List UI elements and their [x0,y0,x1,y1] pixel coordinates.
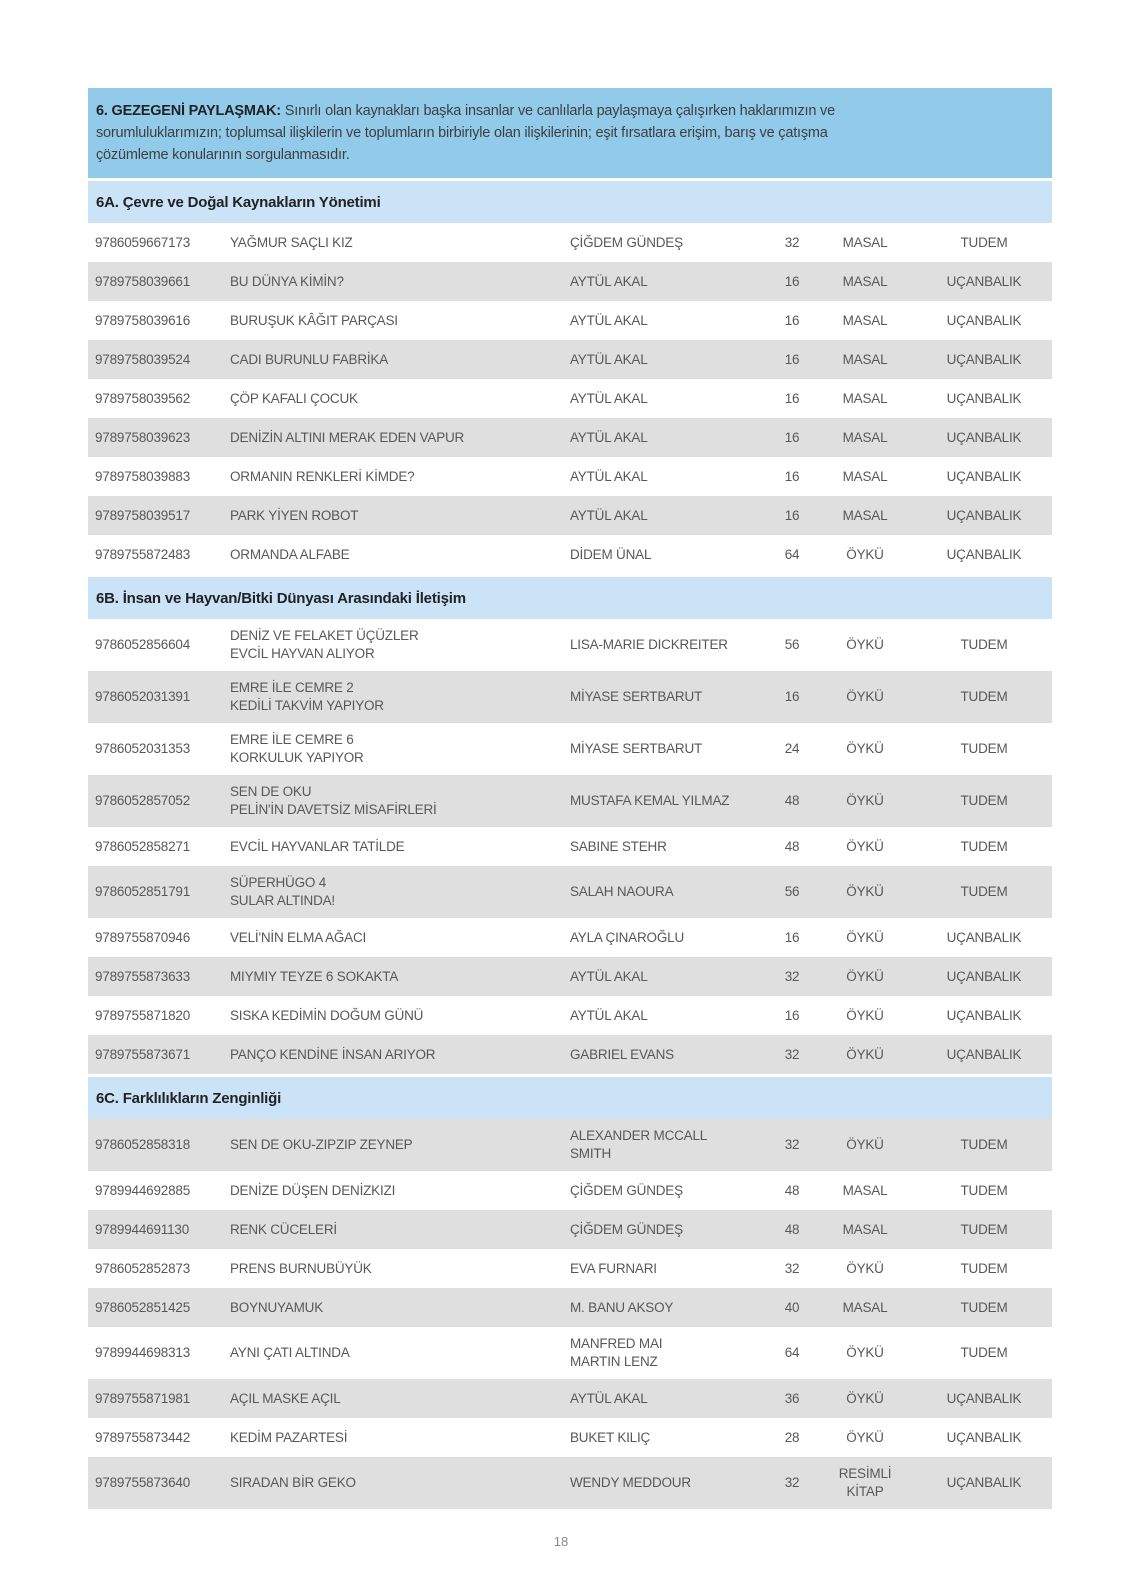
book-section [88,577,1052,1074]
cell-title: DENİZİN ALTINI MERAK EDEN VAPUR [230,429,465,445]
cell-isbn: 9789755870946 [95,929,191,945]
cell-publisher: TUDEM [960,1137,1008,1152]
cell-author: AYTÜL AKAL [570,507,648,523]
cell-title: YAĞMUR SAÇLI KIZ [230,234,353,250]
cell-title: PARK YİYEN ROBOT [230,507,359,523]
table-row [88,1171,1052,1210]
cell-pages: 36 [784,1390,800,1406]
cell-pages: 40 [784,1299,800,1315]
table-row [88,996,1052,1035]
cell-genre: ÖYKÜ [846,1260,884,1276]
cell-title: ÇÖP KAFALI ÇOCUK [230,390,358,406]
table-row [88,1210,1052,1249]
cell-isbn: 9786052858318 [95,1137,191,1152]
section-rows [88,619,1052,1074]
cell-publisher: UÇANBALIK [946,1429,1022,1445]
theme-header [88,88,1052,178]
cell-publisher: UÇANBALIK [946,1475,1022,1490]
cell-publisher: UÇANBALIK [946,429,1022,445]
cell-isbn: 9789755872483 [95,546,191,562]
section-heading: 6A. Çevre ve Doğal Kaynakların Yönetimi [88,181,1052,223]
cell-genre: ÖYKÜ [846,1429,884,1445]
cell-isbn: 9786052031391 [95,689,191,704]
cell-publisher: UÇANBALIK [946,273,1022,289]
cell-genre: ÖYKÜ [846,689,884,704]
cell-author: AYTÜL AKAL [570,1390,648,1406]
cell-title: CADI BURUNLU FABRİKA [230,351,389,367]
cell-publisher: UÇANBALIK [946,546,1022,562]
cell-title: SISKA KEDİMİN DOĞUM GÜNÜ [230,1007,424,1023]
cell-genre: ÖYKÜ [846,1390,884,1406]
table-row [88,1379,1052,1418]
table-row [88,1327,1052,1379]
cell-pages: 32 [784,1475,800,1490]
cell-genre: MASAL [842,507,888,523]
cell-publisher: TUDEM [960,1260,1008,1276]
section-rows [88,223,1052,574]
cell-author: AYTÜL AKAL [570,312,648,328]
cell-pages: 16 [784,689,800,704]
cell-isbn: 9789944692885 [95,1182,191,1198]
cell-genre: ÖYKÜ [846,1046,884,1062]
cell-isbn: 9786052031353 [95,741,191,756]
catalog-content [88,88,1052,1509]
cell-title: ORMANIN RENKLERİ KİMDE? [230,468,415,484]
theme-title: 6. GEZEGENİ PAYLAŞMAK: [96,103,281,119]
cell-author: ÇİĞDEM GÜNDEŞ [570,1221,683,1237]
cell-isbn: 9789944691130 [95,1221,190,1237]
table-row [88,866,1052,918]
cell-genre: MASAL [842,351,888,367]
table-row [88,723,1052,775]
cell-title: BU DÜNYA KİMİN? [230,273,344,289]
section-rows [88,1119,1052,1509]
table-row [88,918,1052,957]
cell-author: WENDY MEDDOUR [570,1475,691,1490]
cell-genre: MASAL [842,1182,888,1198]
cell-publisher: TUDEM [960,741,1008,756]
cell-pages: 24 [784,741,800,756]
cell-pages: 16 [784,507,800,523]
cell-publisher: TUDEM [960,1345,1008,1360]
cell-pages: 48 [784,838,800,854]
table-row [88,535,1052,574]
cell-pages: 16 [784,390,800,406]
cell-title: RENK CÜCELERİ [230,1221,337,1237]
cell-pages: 48 [784,793,800,808]
cell-publisher: UÇANBALIK [946,929,1022,945]
table-row [88,496,1052,535]
table-row [88,957,1052,996]
cell-genre: ÖYKÜ [846,1345,884,1360]
cell-pages: 16 [784,1007,800,1023]
cell-author: MANFRED MAI MARTIN LENZ [570,1336,663,1369]
cell-genre: MASAL [842,312,888,328]
cell-author: AYTÜL AKAL [570,351,648,367]
cell-author: M. BANU AKSOY [570,1299,674,1315]
page-number: 18 [553,1534,569,1549]
cell-title: MIYMIY TEYZE 6 SOKAKTA [230,968,399,984]
cell-pages: 32 [784,234,800,250]
cell-genre: ÖYKÜ [846,1007,884,1023]
table-row [88,1288,1052,1327]
table-row [88,827,1052,866]
table-row [88,1457,1052,1509]
cell-genre: ÖYKÜ [846,968,884,984]
sections-container [88,181,1052,1509]
cell-isbn: 9789755873640 [95,1475,191,1490]
cell-isbn: 9789755871820 [95,1007,191,1023]
cell-isbn: 9789758039524 [95,351,191,367]
cell-author: AYTÜL AKAL [570,1007,648,1023]
table-row [88,418,1052,457]
cell-author: AYLA ÇINAROĞLU [570,929,684,945]
table-row [88,1249,1052,1288]
cell-author: SALAH NAOURA [570,884,674,899]
cell-author: ALEXANDER MCCALL SMITH [570,1128,708,1161]
cell-isbn: 9786052858271 [95,838,191,854]
cell-title: VELİ'NİN ELMA AĞACI [230,929,367,945]
cell-author: AYTÜL AKAL [570,468,648,484]
cell-title: EMRE İLE CEMRE 6 KORKULUK YAPIYOR [230,732,364,765]
table-row [88,223,1052,262]
table-row [88,1418,1052,1457]
table-row [88,1035,1052,1074]
cell-pages: 64 [784,546,800,562]
table-row [88,379,1052,418]
cell-publisher: TUDEM [960,1182,1008,1198]
cell-title: SIRADAN BİR GEKO [230,1475,356,1490]
cell-pages: 32 [784,1046,800,1062]
cell-isbn: 9786059667173 [95,234,191,250]
cell-title: KEDİM PAZARTESİ [230,1429,348,1445]
cell-author: GABRIEL EVANS [570,1046,674,1062]
cell-publisher: TUDEM [960,838,1008,854]
theme-paragraph [96,100,1040,166]
cell-publisher: TUDEM [960,1221,1008,1237]
cell-pages: 16 [784,273,800,289]
cell-author: MUSTAFA KEMAL YILMAZ [570,793,730,808]
cell-title: PANÇO KENDİNE İNSAN ARIYOR [230,1046,436,1062]
cell-genre: ÖYKÜ [846,838,884,854]
cell-genre: ÖYKÜ [846,637,884,652]
cell-isbn: 9786052851425 [95,1299,191,1315]
cell-genre: ÖYKÜ [846,929,884,945]
cell-isbn: 9789758039883 [95,468,191,484]
cell-isbn: 9789758039562 [95,390,191,406]
cell-publisher: TUDEM [960,884,1008,899]
cell-pages: 64 [784,1345,800,1360]
cell-isbn: 9789755873671 [95,1046,191,1062]
cell-pages: 16 [784,929,800,945]
cell-publisher: UÇANBALIK [946,312,1022,328]
cell-title: AYNI ÇATI ALTINDA [230,1345,350,1360]
section-heading: 6B. İnsan ve Hayvan/Bitki Dünyası Arasındaki İletişim [88,577,1052,619]
cell-genre: ÖYKÜ [846,546,884,562]
cell-pages: 16 [784,312,800,328]
cell-genre: MASAL [842,429,888,445]
table-row [88,301,1052,340]
table-row [88,619,1052,671]
cell-genre: ÖYKÜ [846,884,884,899]
book-section [88,181,1052,574]
cell-author: MİYASE SERTBARUT [570,689,703,704]
cell-publisher: UÇANBALIK [946,1046,1022,1062]
cell-author: EVA FURNARI [570,1260,657,1276]
cell-isbn: 9789758039517 [95,507,191,523]
cell-publisher: UÇANBALIK [946,468,1022,484]
cell-publisher: TUDEM [960,234,1008,250]
cell-publisher: UÇANBALIK [946,507,1022,523]
cell-pages: 48 [784,1221,800,1237]
cell-publisher: TUDEM [960,793,1008,808]
cell-isbn: 9789758039623 [95,429,191,445]
cell-title: BOYNUYAMUK [230,1299,324,1315]
cell-genre: ÖYKÜ [846,793,884,808]
cell-genre: MASAL [842,1299,888,1315]
section-heading: 6C. Farklılıkların Zenginliği [88,1077,1052,1119]
cell-isbn: 9789758039661 [95,273,191,289]
cell-author: MİYASE SERTBARUT [570,741,703,756]
cell-publisher: TUDEM [960,689,1008,704]
cell-genre: MASAL [842,1221,888,1237]
cell-genre: ÖYKÜ [846,741,884,756]
cell-pages: 56 [784,637,800,652]
book-section [88,1077,1052,1509]
cell-isbn: 9789755873442 [95,1429,191,1445]
table-row [88,1119,1052,1171]
cell-author: SABINE STEHR [570,838,667,854]
cell-isbn: 9789944698313 [95,1345,191,1360]
cell-title: PRENS BURNUBÜYÜK [230,1260,372,1276]
cell-publisher: UÇANBALIK [946,390,1022,406]
cell-pages: 16 [784,429,800,445]
table-row [88,671,1052,723]
cell-isbn: 9789755871981 [95,1390,191,1406]
table-row [88,340,1052,379]
table-row [88,262,1052,301]
cell-author: AYTÜL AKAL [570,390,648,406]
cell-genre: MASAL [842,468,888,484]
cell-pages: 32 [784,1137,800,1152]
cell-author: LISA-MARIE DICKREITER [570,637,728,652]
cell-publisher: TUDEM [960,1299,1008,1315]
cell-genre: RESİMLİ KİTAP [838,1466,892,1499]
cell-pages: 28 [784,1429,800,1445]
cell-pages: 56 [784,884,800,899]
cell-title: SEN DE OKU-ZIPZIP ZEYNEP [230,1137,413,1152]
theme-description: Sınırlı olan kaynakları başka insanlar ve canlılarla paylaşmaya çalışırken haklarımızın ve sorumluluklarımızın; toplumsal ilişkilerin ve toplumların birbiriyle olan ilişkilerinin; eşit fırsatlara erişim, barış ve çatışma çözümleme konularının sorgulanmasıdır. [96,103,835,163]
cell-isbn: 9786052856604 [95,637,191,652]
cell-author: BUKET KILIÇ [570,1429,651,1445]
cell-author: ÇİĞDEM GÜNDEŞ [570,1182,683,1198]
cell-title: EVCİL HAYVANLAR TATİLDE [230,838,405,854]
cell-title: ORMANDA ALFABE [230,546,350,562]
cell-isbn: 9786052852873 [95,1260,191,1276]
cell-pages: 32 [784,968,800,984]
cell-genre: MASAL [842,273,888,289]
cell-author: DİDEM ÜNAL [570,546,652,562]
cell-title: AÇIL MASKE AÇIL [230,1390,341,1406]
cell-author: AYTÜL AKAL [570,429,648,445]
cell-pages: 16 [784,468,800,484]
cell-pages: 16 [784,351,800,367]
cell-publisher: UÇANBALIK [946,1007,1022,1023]
cell-author: ÇİĞDEM GÜNDEŞ [570,234,683,250]
cell-title: BURUŞUK KÂĞIT PARÇASI [230,312,398,328]
cell-genre: MASAL [842,390,888,406]
cell-title: SÜPERHÜGO 4 SULAR ALTINDA! [230,875,335,908]
cell-isbn: 9789755873633 [95,968,191,984]
cell-publisher: UÇANBALIK [946,968,1022,984]
cell-title: SEN DE OKU PELİN'İN DAVETSİZ MİSAFİRLERİ [230,784,437,817]
cell-title: DENİZE DÜŞEN DENİZKIZI [230,1182,396,1198]
cell-isbn: 9789758039616 [95,312,191,328]
cell-isbn: 9786052857052 [95,793,191,808]
cell-publisher: UÇANBALIK [946,351,1022,367]
cell-author: AYTÜL AKAL [570,968,648,984]
table-row [88,457,1052,496]
cell-publisher: UÇANBALIK [946,1390,1022,1406]
cell-isbn: 9786052851791 [95,884,191,899]
cell-title: DENİZ VE FELAKET ÜÇÜZLER EVCİL HAYVAN ALIYOR [230,628,419,661]
cell-publisher: TUDEM [960,637,1008,652]
cell-pages: 32 [784,1260,800,1276]
cell-genre: ÖYKÜ [846,1137,884,1152]
cell-title: EMRE İLE CEMRE 2 KEDİLİ TAKVİM YAPIYOR [230,680,384,713]
cell-pages: 48 [784,1182,800,1198]
cell-genre: MASAL [842,234,888,250]
cell-author: AYTÜL AKAL [570,273,648,289]
table-row [88,775,1052,827]
